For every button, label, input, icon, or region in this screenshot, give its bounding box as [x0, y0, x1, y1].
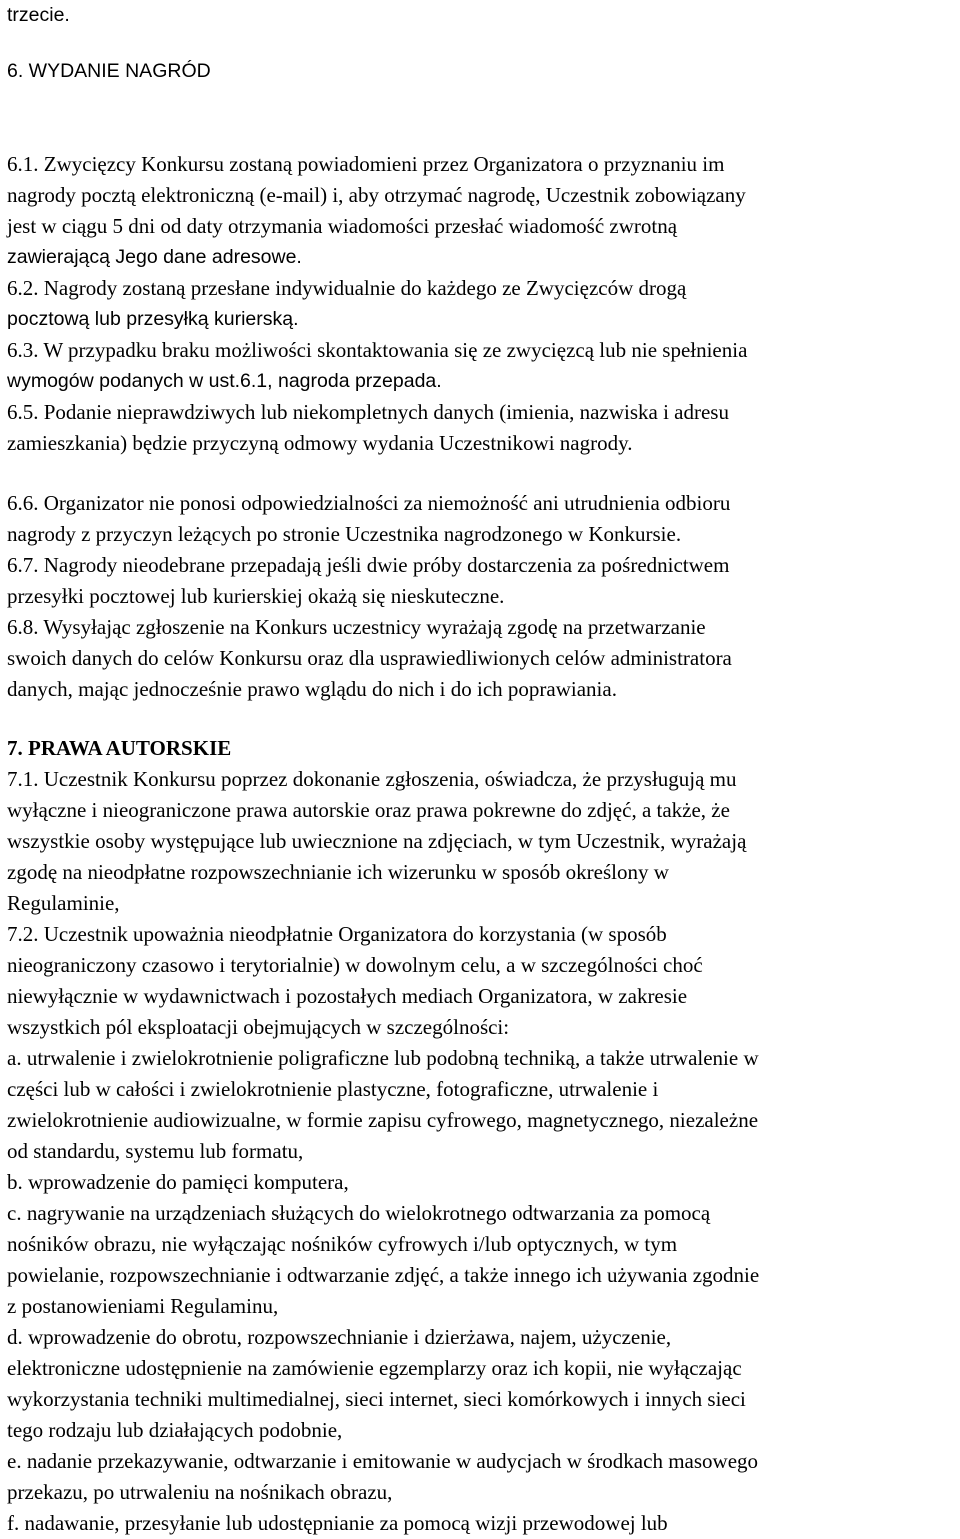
document-line: wykorzystania techniki multimedialnej, sieci internet, sieci komórkowych i innych sieci — [7, 1387, 746, 1411]
document-line: elektroniczne udostępnienie na zamówienie egzemplarzy oraz ich kopii, nie wyłączając — [7, 1356, 742, 1380]
document-line: przesyłki pocztowej lub kurierskiej okażą się nieskuteczne. — [7, 584, 505, 608]
document-line: zawierającą Jego dane adresowe. — [7, 246, 302, 268]
document-line: wszystkich pól eksploatacji obejmujących w szczególności: — [7, 1015, 510, 1039]
document-line: wyłączne i nieograniczone prawa autorskie oraz prawa pokrewne do zdjęć, a także, że — [7, 798, 730, 822]
document-line: pocztową lub przesyłką kurierską. — [7, 308, 299, 330]
document-line: f. nadawanie, przesyłanie lub udostępnianie za pomocą wizji przewodowej lub — [7, 1511, 668, 1535]
document-line: nagrody z przyczyn leżących po stronie Uczestnika nagrodzonego w Konkursie. — [7, 522, 682, 546]
document-line: nagrody pocztą elektroniczną (e-mail) i, aby otrzymać nagrodę, Uczestnik zobowiązany — [7, 183, 746, 207]
document-line: 7.1. Uczestnik Konkursu poprzez dokonanie zgłoszenia, oświadcza, że przysługują mu — [7, 767, 737, 791]
document-line: zamieszkania) będzie przyczyną odmowy wydania Uczestnikowi nagrody. — [7, 431, 633, 455]
document-line: części lub w całości i zwielokrotnienie plastyczne, fotograficzne, utrwalenie i — [7, 1077, 659, 1101]
document-line: niewyłącznie w wydawnictwach i pozostałych mediach Organizatora, w zakresie — [7, 984, 688, 1008]
section-heading-7: 7. PRAWA AUTORSKIE — [7, 736, 232, 760]
document-line: e. nadanie przekazywanie, odtwarzanie i emitowanie w audycjach w środkach masowego — [7, 1449, 759, 1473]
document-line: zwielokrotnienie audiowizualne, w formie zapisu cyfrowego, magnetycznego, niezależne — [7, 1108, 759, 1132]
section-heading-6: 6. WYDANIE NAGRÓD — [7, 60, 211, 82]
document-line: 6.8. Wysyłając zgłoszenie na Konkurs uczestnicy wyrażają zgodę na przetwarzanie — [7, 615, 706, 639]
document-line: 6.1. Zwycięzcy Konkursu zostaną powiadomieni przez Organizatora o przyznaniu im — [7, 152, 725, 176]
document-line: swoich danych do celów Konkursu oraz dla usprawiedliwionych celów administratora — [7, 646, 732, 670]
document-line: a. utrwalenie i zwielokrotnienie poligraficzne lub podobną techniką, a także utrwalenie w — [7, 1046, 759, 1070]
document-line: zgodę na nieodpłatne rozpowszechnianie ich wizerunku w sposób określony w — [7, 860, 669, 884]
document-line: wszystkie osoby występujące lub uwiecznione na zdjęciach, w tym Uczestnik, wyrażają — [7, 829, 747, 853]
document-line: 7.2. Uczestnik upoważnia nieodpłatnie Organizatora do korzystania (w sposób — [7, 922, 667, 946]
document-line: tego rodzaju lub działających podobnie, — [7, 1418, 343, 1442]
document-line: b. wprowadzenie do pamięci komputera, — [7, 1170, 349, 1194]
document-line: przekazu, po utrwaleniu na nośnikach obrazu, — [7, 1480, 393, 1504]
document-line: danych, mając jednocześnie prawo wglądu do nich i do ich poprawiania. — [7, 677, 617, 701]
document-line: 6.6. Organizator nie ponosi odpowiedzialności za niemożność ani utrudnienia odbioru — [7, 491, 731, 515]
document-line: wymogów podanych w ust.6.1, nagroda przepada. — [7, 370, 442, 392]
document-line: trzecie. — [7, 4, 70, 26]
document-line: jest w ciągu 5 dni od daty otrzymania wiadomości przesłać wiadomość zwrotną — [7, 214, 678, 238]
document-line: d. wprowadzenie do obrotu, rozpowszechnianie i dzierżawa, najem, użyczenie, — [7, 1325, 672, 1349]
document-line: 6.7. Nagrody nieodebrane przepadają jeśli dwie próby dostarczenia za pośrednictwem — [7, 553, 730, 577]
document-line: nieograniczony czasowo i terytorialnie) w dowolnym celu, a w szczególności choć — [7, 953, 703, 977]
document-line: nośników obrazu, nie wyłączając nośników cyfrowych i/lub optycznych, w tym — [7, 1232, 678, 1256]
document-line: c. nagrywanie na urządzeniach służących do wielokrotnego odtwarzania za pomocą — [7, 1201, 711, 1225]
document-line: od standardu, systemu lub formatu, — [7, 1139, 304, 1163]
document-line: 6.3. W przypadku braku możliwości skontaktowania się ze zwycięzcą lub nie spełnienia — [7, 338, 748, 362]
document-line: powielanie, rozpowszechnianie i odtwarzanie zdjęć, a także innego ich używania zgodnie — [7, 1263, 760, 1287]
document-line: z postanowieniami Regulaminu, — [7, 1294, 279, 1318]
document-line: Regulaminie, — [7, 891, 120, 915]
document-line: 6.5. Podanie nieprawdziwych lub niekompletnych danych (imienia, nazwiska i adresu — [7, 400, 729, 424]
document-line: 6.2. Nagrody zostaną przesłane indywidualnie do każdego ze Zwycięzców drogą — [7, 276, 687, 300]
